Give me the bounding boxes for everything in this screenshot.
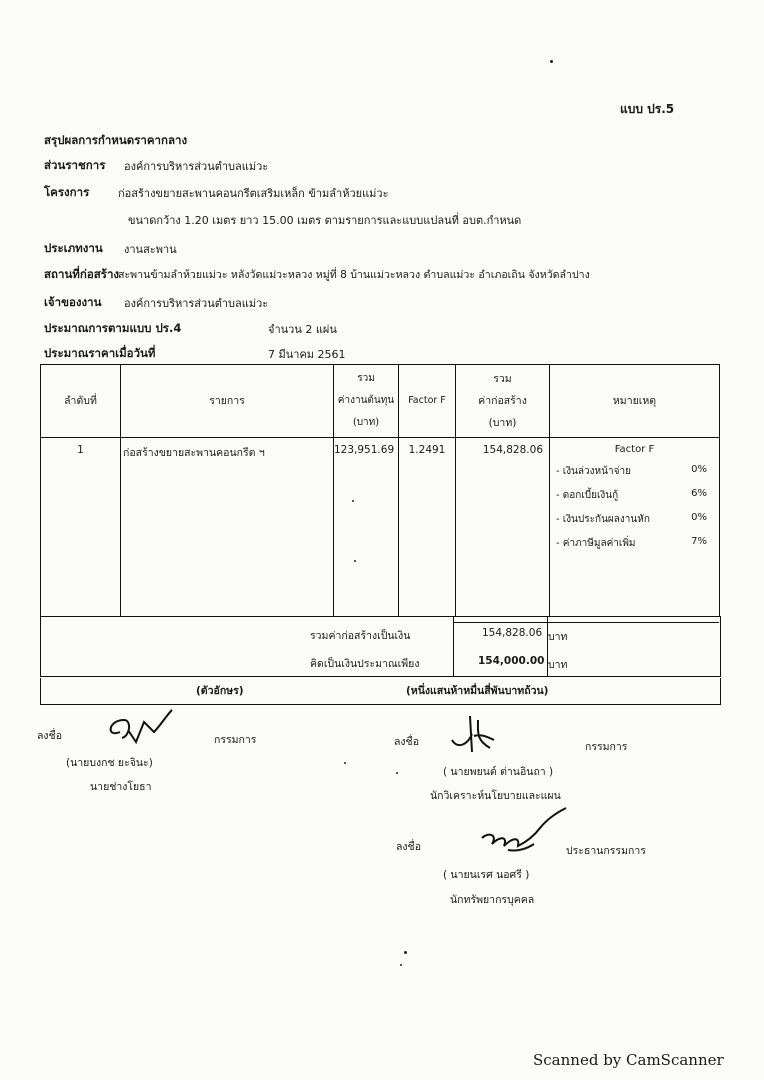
position-left: นายช่างโยธา	[90, 781, 152, 793]
scan-speck	[352, 500, 354, 502]
scan-speck	[404, 951, 407, 954]
factor-f-title: Factor F	[614, 444, 655, 455]
site-value: สะพานข้ามลำห้วยแม่วะ หลังวัดแม่วะหลวง หมู่ที่ 8 บ้านแม่วะหลวง ตำบลแม่วะ อำเภอเถิน จังหวัดลำปาง	[118, 269, 590, 281]
price-summary-table	[40, 364, 720, 617]
sign-label-right-top: ลงชื่อ	[394, 736, 419, 748]
scan-speck	[400, 964, 402, 966]
factor-f-item-value: 6%	[691, 488, 707, 499]
header-cost-line2: ค่างานต้นทุน	[337, 395, 395, 406]
scan-speck	[550, 60, 553, 63]
form-code: แบบ ปร.5	[620, 102, 675, 116]
date-label: ประมาณราคาเมื่อวันที่	[44, 346, 156, 360]
owner-value: องค์การบริหารส่วนตำบลแม่วะ	[124, 297, 269, 310]
name-right-bottom: ( นายนเรศ นอศรี )	[443, 869, 530, 881]
factor-f-item-label: - ค่าภาษีมูลค่าเพิ่ม	[556, 538, 636, 549]
table-row	[41, 438, 720, 617]
sum-label: รวมค่าก่อสร้างเป็นเงิน	[310, 630, 411, 642]
header-no: ลำดับที่	[41, 365, 121, 438]
factor-f-item-value: 0%	[691, 464, 707, 475]
amount-in-words-box	[40, 678, 721, 705]
header-build-line1: รวม	[493, 373, 512, 385]
signature-left	[102, 708, 174, 746]
header-build	[456, 365, 550, 438]
row-item: ก่อสร้างขยายสะพานคอนกรีต ฯ	[123, 447, 265, 459]
table-header-row	[41, 365, 720, 438]
date-value: 7 มีนาคม 2561	[268, 348, 346, 361]
header-remark: หมายเหตุ	[550, 365, 720, 438]
position-right-bottom: นักทรัพยากรบุคคล	[450, 894, 535, 906]
header-build-line3: (บาท)	[488, 417, 517, 429]
sign-label-right-bottom: ลงชื่อ	[396, 841, 421, 853]
header-factor: Factor F	[399, 365, 456, 438]
scan-speck	[396, 772, 398, 774]
header-build-line2: ค่าก่อสร้าง	[478, 395, 527, 407]
round-label: คิดเป็นเงินประมาณเพียง	[310, 658, 420, 670]
factor-f-item	[550, 488, 719, 503]
round-value: 154,000.00	[478, 655, 545, 667]
project-value-line1: ก่อสร้างขยายสะพานคอนกรีตเสริมเหล็ก ข้ามลำห้วยแม่วะ	[118, 187, 389, 200]
scanner-watermark: Scanned by CamScanner	[533, 1051, 724, 1069]
round-unit: บาท	[548, 659, 568, 671]
factor-f-item	[550, 464, 719, 479]
site-label: สถานที่ก่อสร้าง	[44, 267, 120, 281]
position-right-top: นักวิเคราะห์นโยบายและแผน	[430, 790, 561, 802]
signature-right-bottom	[478, 806, 570, 856]
agency-label: ส่วนราชการ	[44, 158, 106, 172]
project-value-line2: ขนาดกว้าง 1.20 เมตร ยาว 15.00 เมตร ตามรายการและแบบแปลนที่ อบต.กำหนด	[128, 214, 522, 227]
factor-f-item-label: - เงินล่วงหน้าจ่าย	[556, 466, 631, 477]
header-cost-line1: รวม	[357, 373, 375, 384]
role-right-bottom: ประธานกรรมการ	[566, 845, 646, 857]
factor-f-item	[550, 536, 719, 551]
sum-unit: บาท	[548, 631, 568, 643]
work-type-value: งานสะพาน	[124, 243, 177, 256]
scan-speck	[344, 762, 346, 764]
estimate-value: จำนวน 2 แผ่น	[268, 323, 337, 336]
sum-value: 154,828.06	[482, 627, 543, 639]
factor-f-item-label: - ดอกเบี้ยเงินกู้	[556, 490, 619, 501]
factor-f-item-label: - เงินประกันผลงานหัก	[556, 514, 650, 525]
scan-speck	[354, 560, 356, 562]
document-title: สรุปผลการกำหนดราคากลาง	[44, 133, 188, 147]
sign-label-left: ลงชื่อ	[37, 730, 62, 742]
row-cost: 123,951.69	[334, 444, 395, 456]
factor-f-item-value: 0%	[691, 512, 707, 523]
role-right-top: กรรมการ	[585, 741, 628, 753]
factor-f-item	[550, 512, 719, 527]
header-item: รายการ	[121, 365, 334, 438]
row-factor: 1.2491	[408, 444, 446, 456]
project-label: โครงการ	[44, 185, 90, 199]
row-build: 154,828.06	[482, 444, 543, 456]
work-type-label: ประเภทงาน	[44, 241, 103, 255]
row-no: 1	[77, 444, 84, 456]
words-label: (ตัวอักษร)	[196, 685, 244, 697]
name-right-top: ( นายพยนต์ ต่านอินถา )	[443, 766, 554, 778]
owner-label: เจ้าของงาน	[44, 295, 102, 309]
signature-right-top	[446, 710, 496, 754]
factor-f-item-value: 7%	[691, 536, 707, 547]
name-left: (นายบงกช ยะจินะ)	[66, 757, 153, 769]
estimate-label: ประมาณการตามแบบ ปร.4	[44, 321, 182, 335]
agency-value: องค์การบริหารส่วนตำบลแม่วะ	[124, 160, 269, 173]
factor-f-list	[550, 464, 719, 551]
role-left: กรรมการ	[214, 734, 257, 746]
words-value: (หนึ่งแสนห้าหมื่นสี่พันบาทถ้วน)	[406, 685, 549, 697]
header-cost	[334, 365, 399, 438]
header-cost-line3: (บาท)	[352, 417, 380, 428]
